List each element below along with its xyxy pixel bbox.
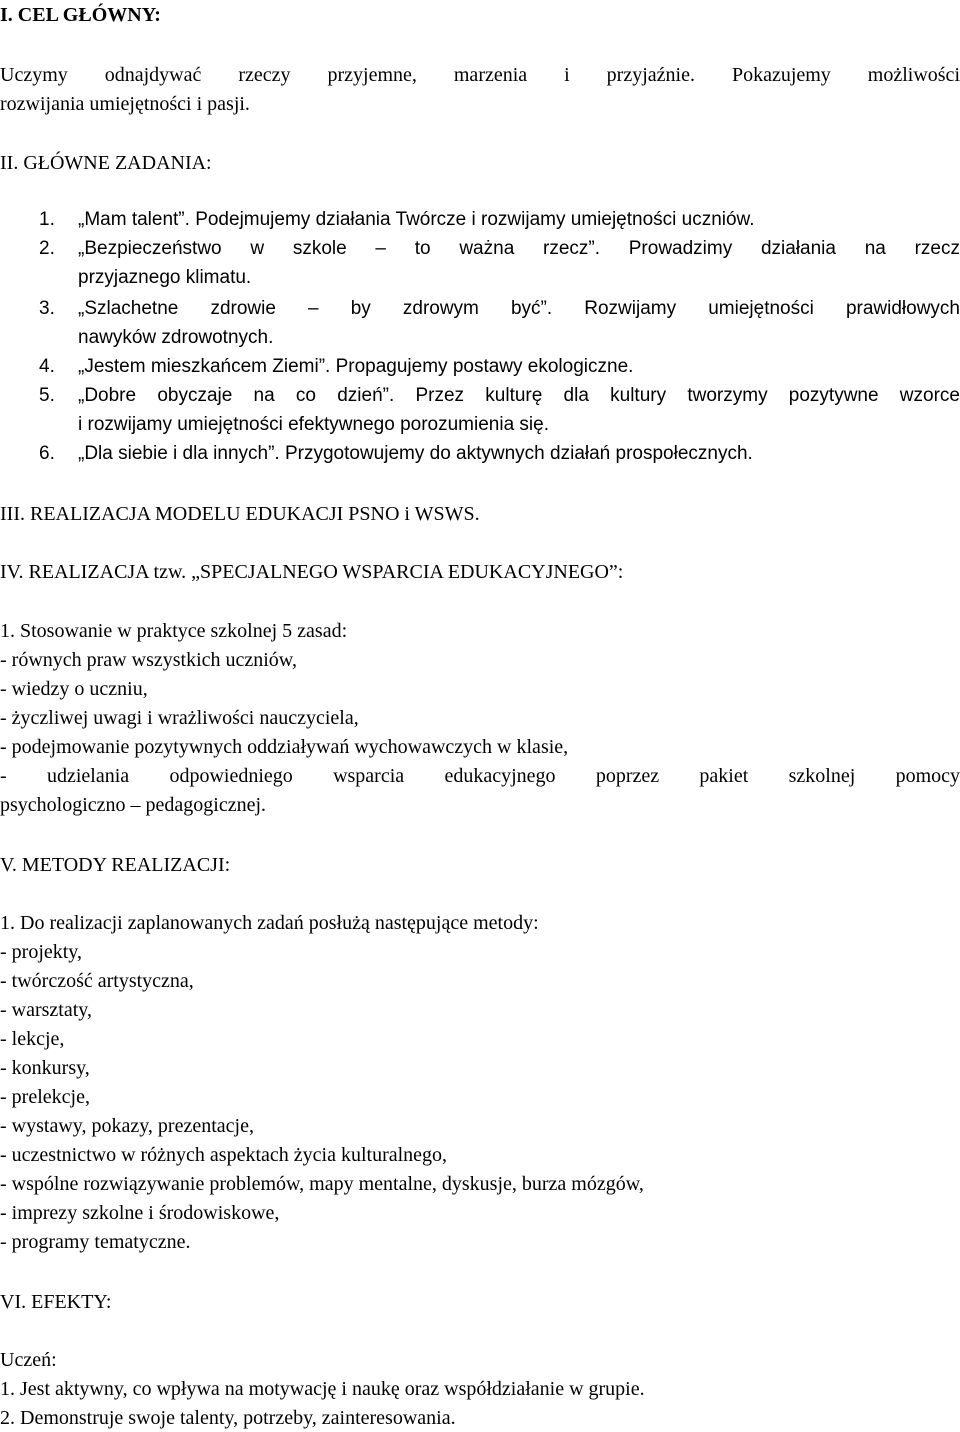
method-item: - programy tematyczne. — [0, 1231, 191, 1253]
heading-metody-realizacji: V. METODY REALIZACJI: — [0, 854, 231, 876]
method-item: - projekty, — [0, 941, 83, 963]
list-item: - równych praw wszystkich uczniów, — [0, 649, 297, 671]
method-item: - prelekcje, — [0, 1086, 90, 1108]
task-text: „Dla siebie i dla innych”. Przygotowujemy do aktywnych działań prospołecznych. — [78, 443, 753, 464]
method-item: - lekcje, — [0, 1028, 65, 1050]
task-number: 6. — [39, 443, 55, 464]
list-item: - podejmowanie pozytywnych oddziaływań wychowawczych w klasie, — [0, 736, 569, 758]
list-intro: 1. Do realizacji zaplanowanych zadań posłużą następujące metody: — [0, 912, 539, 934]
heading-realizacja-modelu: III. REALIZACJA MODELU EDUKACJI PSNO i WSWS. — [0, 503, 480, 525]
method-item: - warsztaty, — [0, 999, 92, 1021]
task-number: 2. — [39, 238, 55, 259]
method-item: - uczestnictwo w różnych aspektach życia kulturalnego, — [0, 1144, 448, 1166]
task-text-continuation: nawyków zdrowotnych. — [78, 327, 274, 348]
task-text: „Dobre obyczaje na co dzień”. Przez kulturę dla kultury tworzymy pozytywne wzorce — [78, 385, 960, 406]
task-number: 1. — [39, 209, 55, 230]
method-item: - konkursy, — [0, 1057, 90, 1079]
task-text: „Bezpieczeństwo w szkole – to ważna rzecz”. Prowadzimy działania na rzecz — [78, 238, 960, 259]
list-intro: 1. Stosowanie w praktyce szkolnej 5 zasad: — [0, 620, 348, 642]
effects-intro: Uczeń: — [0, 1349, 57, 1371]
list-item: - życzliwej uwagi i wrażliwości nauczyciela, — [0, 707, 359, 729]
task-number: 3. — [39, 298, 55, 319]
method-item: - twórczość artystyczna, — [0, 970, 194, 992]
heading-efekty: VI. EFEKTY: — [0, 1291, 112, 1313]
task-text-continuation: i rozwijamy umiejętności efektywnego porozumienia się. — [78, 414, 549, 435]
list-item-continuation: psychologiczno – pedagogicznej. — [0, 794, 267, 816]
effect-item: 2. Demonstruje swoje talenty, potrzeby, zainteresowania. — [0, 1407, 456, 1429]
paragraph-line: rozwijania umiejętności i pasji. — [0, 93, 250, 115]
heading-specjalne-wsparcie: IV. REALIZACJA tzw. „SPECJALNEGO WSPARCIA EDUKACYJNEGO”: — [0, 561, 624, 583]
effect-item: 1. Jest aktywny, co wpływa na motywację i naukę oraz współdziałanie w grupie. — [0, 1378, 645, 1400]
heading-glowne-zadania: II. GŁÓWNE ZADANIA: — [0, 152, 212, 174]
task-text: „Szlachetne zdrowie – by zdrowym być”. Rozwijamy umiejętności prawidłowych — [78, 298, 960, 319]
method-item: - wystawy, pokazy, prezentacje, — [0, 1115, 254, 1137]
method-item: - imprezy szkolne i środowiskowe, — [0, 1202, 280, 1224]
heading-cel-glowny: I. CEL GŁÓWNY: — [0, 4, 161, 26]
paragraph-line: Uczymy odnajdywać rzeczy przyjemne, marzenia i przyjaźnie. Pokazujemy możliwości — [0, 64, 960, 86]
method-item: - wspólne rozwiązywanie problemów, mapy mentalne, dyskusje, burza mózgów, — [0, 1173, 644, 1195]
task-text-continuation: przyjaznego klimatu. — [78, 267, 252, 288]
task-text: „Jestem mieszkańcem Ziemi”. Propagujemy postawy ekologiczne. — [78, 356, 634, 377]
task-number: 4. — [39, 356, 55, 377]
task-text: „Mam talent”. Podejmujemy działania Twórcze i rozwijamy umiejętności uczniów. — [78, 209, 755, 230]
task-number: 5. — [39, 385, 55, 406]
list-item: - udzielania odpowiedniego wsparcia edukacyjnego poprzez pakiet szkolnej pomocy — [0, 765, 960, 787]
list-item: - wiedzy o uczniu, — [0, 678, 148, 700]
